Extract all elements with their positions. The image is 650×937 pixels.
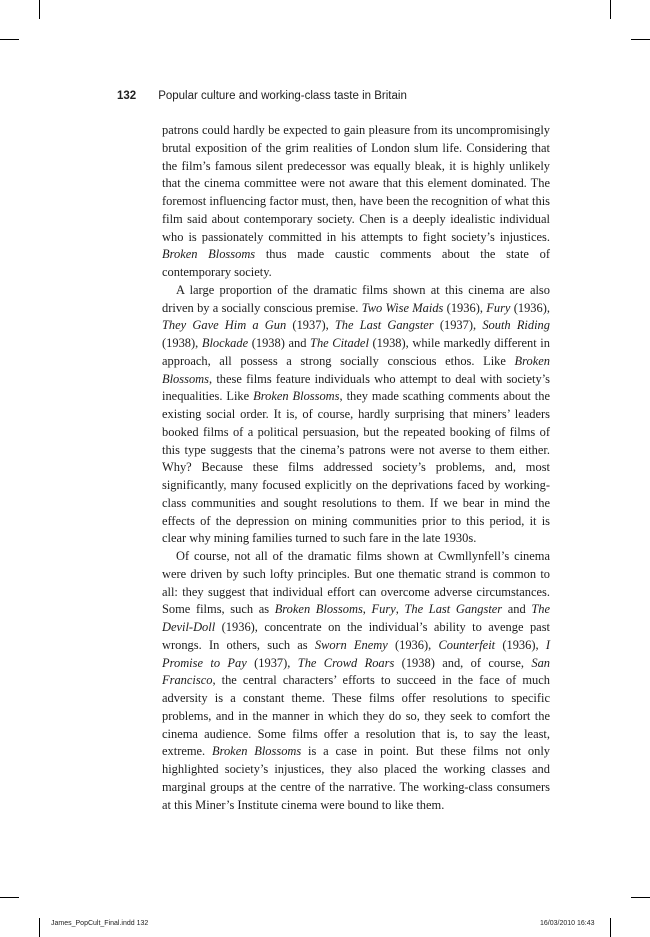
text-run: (1936), (510, 300, 550, 315)
slug-file-label: James_PopCult_Final.indd 132 (51, 920, 149, 927)
text-run: is a case in point. But these films not only highlighted society’s injustices, they also placed the working classes and marginal groups at the centre of the narrative. The working-class consumers at this Miner’s Institute cinema were bound to like them. (162, 744, 551, 812)
text-run: A large proportion of the dramatic films shown at this cinema are also driven by a socially conscious premise. (162, 282, 550, 315)
film-title: They Gave Him a Gun (162, 318, 287, 333)
film-title: Broken Blossoms (211, 744, 302, 759)
film-title: Fury (371, 602, 396, 617)
film-title: Counterfeit (438, 637, 496, 652)
film-title: The Last Gangster (334, 318, 434, 333)
text-run: (1938) and, of course, (394, 655, 532, 670)
text-run: (1936), (387, 637, 439, 652)
film-title: The Citadel (310, 336, 369, 350)
film-title: San Francisco (162, 655, 550, 688)
film-title: Broken Blossoms (162, 247, 256, 262)
film-title: Fury (486, 300, 511, 315)
text-run: patrons could hardly be expected to gain pleasure from its uncompromisingly brutal exposition of the grim realities of London slum life. Considering that the film’s famous silent predecessor was equally bleak, it is highly unlikely that the cinema committee were not aware that this element dominated. The foremost influencing factor must, then, have been the recognition of what this film said about contemporary society. Chen is a deeply idealistic individual who is passionately committed in his attempts to fight society’s injustices. (162, 123, 550, 244)
text-run: thus made caustic comments about the state of contemporary society. (162, 247, 550, 279)
crop-mark (610, 918, 611, 937)
film-title: Two Wise Maids (361, 300, 444, 315)
text-run: , they made scathing comments about the existing social order. It is, of course, hardly surprising that miners’ leaders booked films of a political persuasion, but the repeated booking of films of this type suggests that the cinema’s patrons were not averse to them either. Why? Because these films addressed society’s problems, and, most significantly, many focused explicitly on the deprivations faced by working-class communities and sought resolutions to them. If we bear in mind the effects of the depression on mining communities prior to this period, it is clear why mining families turned to such fare in the late 1930s. (162, 389, 550, 546)
crop-mark (0, 897, 19, 898)
paragraph (162, 122, 550, 282)
text-run: (1937), (286, 318, 335, 333)
text-run: , the central characters’ efforts to succeed in the face of much adversity is a constant theme. These films offer resolutions to specific problems, and in the manner in which they do so, they seek to comfort the cinema audience. Some films offer a resolution that is, to say the least, extreme. (162, 673, 550, 759)
film-title: The Devil-Doll (162, 602, 551, 634)
text-run: (1937), (246, 655, 298, 670)
text-run: (1937), (433, 318, 483, 333)
text-run: (1936), concentrate on the individual’s ability to avenge past wrongs. In others, such as (162, 620, 550, 652)
slug-date-time: 16/03/2010 16:43 (540, 920, 595, 927)
crop-mark (39, 918, 40, 937)
film-title: I Promise to Pay (162, 637, 550, 670)
page-number: 132 (117, 90, 137, 102)
text-run: (1936), (495, 637, 546, 652)
running-head-title: Popular culture and working-class taste in Britain (158, 90, 407, 102)
text-run: (1938), (162, 336, 202, 350)
crop-mark (631, 897, 650, 898)
text-run: Of course, not all of the dramatic films shown at Cwmllynfell’s cinema were driven by such lofty principles. But one thematic strand is common to all: they suggest that individual effort can overcome adverse circumstances. Some films, such as (162, 549, 550, 617)
paragraph (162, 282, 550, 548)
text-run: (1938), while markedly different in approach, all possess a strong socially conscious ethos. Like (162, 336, 550, 368)
crop-mark (39, 0, 40, 19)
crop-mark (0, 39, 19, 40)
crop-mark (610, 0, 611, 19)
film-title: South Riding (482, 318, 550, 333)
film-title: Broken Blossoms (253, 389, 340, 404)
film-title: Broken Blossoms (162, 353, 550, 386)
text-run: , these films feature individuals who attempt to deal with society’s inequalities. Like (162, 371, 550, 404)
body-text (162, 122, 550, 814)
crop-mark (631, 39, 650, 40)
film-title: Sworn Enemy (314, 637, 388, 652)
film-title: The Crowd Roars (297, 655, 395, 670)
text-run: , (362, 602, 372, 617)
film-title: The Last Gangster (404, 602, 503, 617)
film-title: Blockade (201, 336, 249, 350)
text-run: and (502, 602, 532, 617)
running-head (117, 89, 557, 103)
paragraph (162, 548, 550, 814)
text-run: , (395, 602, 405, 617)
text-run: (1936), (443, 300, 487, 315)
text-run: (1938) and (248, 336, 311, 350)
film-title: Broken Blossoms (274, 602, 363, 617)
